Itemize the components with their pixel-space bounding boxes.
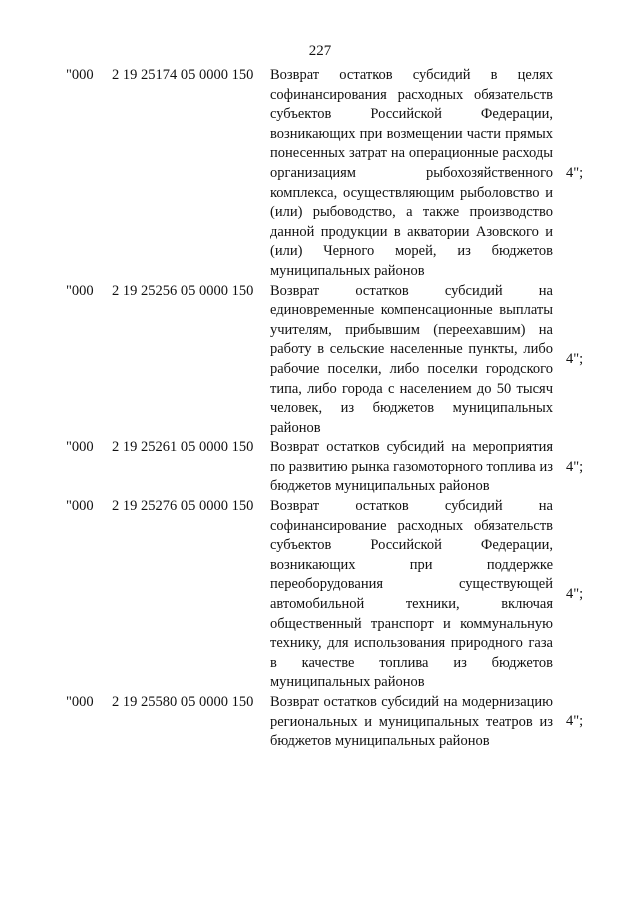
budget-classification-code: 2 19 25580 05 0000 150: [112, 694, 254, 710]
row-end-marker: 4";: [566, 586, 584, 603]
table-row: [0, 497, 640, 693]
admin-code: "000: [66, 282, 94, 299]
code-description: Возврат остатков субсидий на единовременные компенсационные выплаты учителям, прибывшим (переехавшим) на работу в сельские населенные пункты, либо рабочие поселки, либо поселки городского типа, либо города с населением до 50 тысяч человек, из бюджетов муниципальных районов: [270, 282, 553, 436]
row-end-marker: 4";: [566, 351, 584, 368]
code-description: Возврат остатков субсидий в целях софинансирования расходных обязательств субъектов Российской Федерации, возникающих при возмещении части прямых понесенных затрат на операционные расходы организациям рыбохозяйственного комплекса, осуществляющим рыболовство и (или) рыбоводство, а также производство данной продукции в акватории Азовского и (или) Черного морей, из бюджетов муниципальных районов: [270, 67, 553, 279]
table-row: [0, 66, 640, 282]
admin-code: "000: [66, 439, 94, 456]
table-row: [0, 438, 640, 497]
budget-classification-code: 2 19 25256 05 0000 150: [112, 282, 254, 299]
row-end-marker: 4";: [566, 458, 584, 475]
row-end-marker: 4";: [566, 164, 584, 181]
admin-code: "000: [66, 498, 94, 515]
code-description: Возврат остатков субсидий на мероприятия по развитию рынка газомоторного топлива из бюджетов муниципальных районов: [270, 439, 553, 495]
admin-code: "000: [66, 67, 94, 83]
page-number: 227: [308, 43, 332, 59]
budget-classification-code: 2 19 25174 05 0000 150: [112, 67, 254, 83]
admin-code: "000: [66, 694, 94, 710]
code-description: Возврат остатков субсидий на софинансирование расходных обязательств субъектов Российской Федерации, возникающих при поддержке переоборудования существующей автомобильной техники, включая общественный транспорт и коммунальную технику, для использования природного газа в качестве топлива из бюджетов муниципальных районов: [270, 498, 553, 691]
table-row: [0, 693, 640, 752]
budget-classification-code: 2 19 25261 05 0000 150: [112, 439, 254, 456]
code-description: Возврат остатков субсидий на модернизацию региональных и муниципальных театров из бюджетов муниципальных районов: [270, 694, 553, 750]
table-row: [0, 282, 640, 439]
row-end-marker: 4";: [566, 713, 584, 730]
budget-classification-code: 2 19 25276 05 0000 150: [112, 498, 254, 515]
budget-code-table: [0, 66, 640, 752]
